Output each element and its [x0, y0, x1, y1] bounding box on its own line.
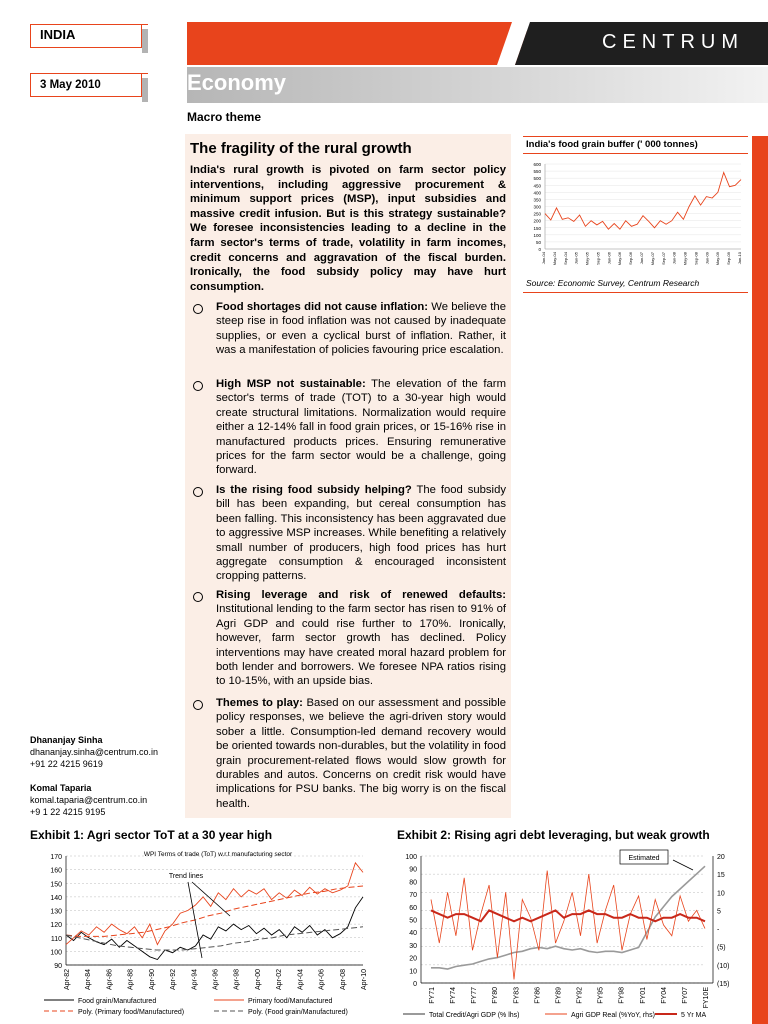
y-tick-label: 0: [413, 981, 417, 988]
y-tick-label: 140: [50, 894, 62, 902]
x-tick-label: Jan-06: [606, 252, 612, 265]
y-tick-label: 130: [50, 908, 62, 916]
x-tick-label: Apr-90: [148, 969, 156, 991]
x-tick-label: FY92: [576, 987, 584, 1004]
x-tick-label: Sep-05: [595, 252, 601, 265]
right-accent-bar: [752, 136, 768, 1024]
y-tick-label: 60: [409, 904, 417, 912]
ma-series-line: [431, 910, 705, 921]
x-tick-label: Jan-09: [704, 252, 710, 265]
x-tick-label: May-07: [649, 252, 655, 266]
tag-shadow: [142, 78, 148, 102]
x-tick-label: Apr-88: [127, 969, 135, 991]
country-label: INDIA: [40, 27, 76, 42]
x-tick-label: May-06: [617, 252, 623, 266]
estimated-arrow: [673, 860, 693, 870]
x-tick-label: May-09: [715, 252, 721, 266]
article-lead: India's rural growth is pivoted on farm sector policy interventions, including aggressive procurement & minimum support prices (MSP), input subsidies and massive credit infusion. But is this strategy sustainable? We foresee inconsistencies leading to a decline in the farm sector's terms of trade, volatility in farm incomes, credit concerns and aggravation of the fiscal burden. Ironically, the food subsidy policy may have hurt consumption.: [190, 164, 506, 293]
bullet-icon: [193, 592, 203, 602]
y2-tick-label: (10): [717, 962, 730, 970]
y-tick-label: 100: [533, 232, 541, 238]
bullet-body: Institutional lending to the farm sector has risen to 91% of Agri GDP and could rise further to 170%. Ironically, however, farm sector growth has declined. Policy interventions may have created moral hazard problem for both lender and borrowers. We foresee NPA ratios rising to 10-15%, with an upside bias.: [216, 603, 506, 688]
date-tag: [30, 73, 148, 97]
section-banner: [187, 67, 768, 103]
y-tick-label: 90: [409, 866, 417, 874]
y-tick-label: 40: [409, 930, 417, 938]
x-tick-label: FY80: [492, 987, 500, 1004]
exhibit2-chart: [395, 846, 750, 1024]
x-tick-label: May-05: [584, 252, 590, 266]
x-tick-label: FY04: [660, 987, 668, 1004]
y2-tick-label: (15): [717, 981, 730, 988]
y2-tick-label: 10: [717, 890, 725, 898]
y-tick-label: 90: [54, 963, 62, 970]
analyst-contact: [30, 734, 158, 770]
buffer-chart-title: India's food grain buffer (' 000 tonnes): [526, 139, 698, 150]
y-tick-label: 200: [533, 218, 541, 224]
bullet-item: [216, 300, 506, 358]
date-label: 3 May 2010: [40, 79, 101, 91]
x-tick-label: FY83: [513, 987, 521, 1004]
x-tick-label: FY77: [471, 987, 479, 1004]
food-grain-buffer-chart: [523, 158, 748, 270]
y-tick-label: 170: [50, 854, 62, 861]
x-tick-label: FY01: [639, 987, 647, 1004]
x-tick-label: FY89: [555, 987, 563, 1004]
article-title: The fragility of the rural growth: [190, 140, 412, 157]
x-tick-label: Sep-08: [693, 252, 699, 265]
analyst-phone: +91 22 4215 9619: [30, 759, 103, 769]
x-tick-label: FY98: [618, 987, 626, 1004]
x-tick-label: Apr-98: [233, 969, 241, 991]
y2-tick-label: (5): [717, 944, 726, 952]
y2-tick-label: 5: [717, 908, 721, 916]
y-tick-label: 250: [533, 211, 541, 217]
legend-label: Food grain/Manufactured: [78, 998, 157, 1005]
y-tick-label: 100: [50, 949, 62, 957]
x-tick-label: May-08: [682, 252, 688, 266]
y-tick-label: 100: [405, 854, 417, 861]
analyst-name: Dhananjay Sinha: [30, 735, 103, 745]
x-tick-label: Apr-82: [64, 969, 71, 991]
x-tick-label: Apr-94: [191, 969, 199, 991]
bullet-heading: Is the rising food subsidy helping?: [216, 484, 412, 496]
x-tick-label: Jan-10: [737, 252, 742, 265]
analyst-contact: [30, 782, 147, 818]
agri-gdp-series-line: [431, 871, 705, 980]
brand-logo: CENTRUM: [602, 31, 744, 53]
tag-shadow: [142, 29, 148, 53]
y-tick-label: 30: [409, 942, 417, 950]
x-tick-label: Apr-10: [361, 969, 368, 991]
exhibit1-chart: [30, 846, 370, 1024]
x-tick-label: FY86: [534, 987, 542, 1004]
y-tick-label: 0: [538, 247, 541, 252]
y-tick-label: 50: [409, 917, 417, 925]
y-tick-label: 550: [533, 169, 541, 175]
bullet-item: [216, 483, 506, 584]
x-tick-label: Apr-04: [297, 969, 305, 991]
y-tick-label: 160: [50, 867, 62, 875]
x-tick-label: May-04: [551, 252, 557, 266]
x-tick-label: FY71: [429, 987, 436, 1004]
y-tick-label: 600: [533, 162, 541, 167]
bullet-heading: Food shortages did not cause inflation:: [216, 301, 429, 313]
x-tick-label: Apr-02: [276, 969, 284, 991]
chart-bottom-rule: [523, 292, 748, 293]
chart-top-rule: [523, 136, 748, 137]
y-tick-label: 350: [533, 197, 541, 203]
bullet-item: [216, 377, 506, 478]
subsection-title: Macro theme: [187, 110, 262, 124]
x-tick-label: Sep-06: [628, 252, 634, 265]
x-tick-label: Jan-05: [573, 252, 579, 265]
bullet-body: The food subsidy bill has been expanding, but cereal consumption has been falling. This inconsistency has been aggravated due to aggressive MSP increases. While benefiting a relatively small number of producers, high food prices has hurt aggregate consumption & encouraged inconsistent cropping patterns.: [216, 484, 506, 583]
exhibit1-title: Exhibit 1: Agri sector ToT at a 30 year high: [30, 828, 273, 842]
trend-annotation: Trend lines: [168, 873, 204, 880]
estimated-label: Estimated: [628, 855, 660, 862]
bullet-body: The elevation of the farm sector's terms of trade (TOT) to a 30-year high would create structural limitations. Normalization would require either a 12-14% fall in food grain prices, or 15-16% rise in manufactured products prices. Ensuring remunerative prices for the farm sector would be a challenge, going forward.: [216, 378, 506, 477]
analyst-email[interactable]: dhananjay.sinha@centrum.co.in: [30, 747, 159, 757]
legend-label: Poly. (Primary food/Manufactured): [78, 1009, 185, 1016]
x-tick-label: Apr-92: [170, 969, 178, 991]
y2-tick-label: -: [717, 926, 720, 934]
y-tick-label: 80: [409, 879, 417, 887]
x-tick-label: Apr-08: [339, 969, 347, 991]
x-tick-label: FY10E: [703, 987, 710, 1009]
analyst-email[interactable]: komal.taparia@centrum.co.in: [30, 795, 148, 805]
section-title: Economy: [187, 70, 287, 95]
chart-annotation: WPI Terms of trade (ToT) w.r.t manufacturing sector: [143, 851, 293, 858]
bullet-icon: [193, 487, 203, 497]
bullet-body: We believe the steep rise in food inflation was not caused by inadequate supplies, or even a cyclical burst of inflation. Rather, it was a manifestation of policies favouring price escalation.: [216, 301, 506, 357]
x-tick-label: Jan-08: [671, 252, 677, 265]
bullet-icon: [193, 304, 203, 314]
y-tick-label: 20: [409, 955, 417, 963]
legend-label: Agri GDP Real (%YoY, rhs): [571, 1012, 655, 1019]
series-line-3: [66, 927, 363, 950]
bullet-heading: Rising leverage and risk of renewed defaults:: [216, 589, 506, 601]
x-tick-label: FY95: [597, 987, 605, 1004]
y2-tick-label: 20: [717, 854, 725, 861]
x-tick-label: Jan-04: [541, 252, 546, 265]
trend-arrow: [192, 882, 230, 916]
y-tick-label: 500: [533, 176, 541, 182]
x-tick-label: Apr-00: [254, 969, 262, 991]
analyst-phone: +9 1 22 4215 9195: [30, 807, 106, 817]
x-tick-label: Jan-07: [639, 252, 644, 265]
y-tick-label: 150: [533, 225, 541, 231]
x-tick-label: Apr-96: [212, 969, 220, 991]
bullet-icon: [193, 700, 203, 710]
legend-label: Primary food/Manufactured: [248, 998, 333, 1005]
x-tick-label: Sep-04: [562, 252, 568, 265]
y-tick-label: 10: [409, 968, 417, 976]
y-tick-label: 450: [533, 183, 541, 189]
x-tick-label: Apr-86: [106, 969, 114, 991]
series-line-0: [66, 897, 363, 960]
x-tick-label: Apr-84: [85, 969, 93, 991]
bullet-icon: [193, 381, 203, 391]
bullet-item: [216, 588, 506, 689]
exhibit2-title: Exhibit 2: Rising agri debt leveraging, but weak growth: [397, 828, 710, 842]
legend-label: Total Credit/Agri GDP (% lhs): [429, 1012, 520, 1019]
x-tick-label: FY07: [681, 987, 689, 1004]
x-tick-label: Apr-06: [318, 969, 326, 991]
x-tick-label: Sep-09: [726, 252, 732, 265]
y2-tick-label: 15: [717, 872, 725, 880]
bullet-heading: Themes to play:: [216, 697, 303, 709]
legend-label: 5 Yr MA: [681, 1012, 707, 1019]
y-tick-label: 70: [409, 892, 417, 900]
legend-label: Poly. (Food grain/Manufactured): [248, 1009, 348, 1016]
x-tick-label: FY74: [450, 987, 458, 1004]
y-tick-label: 300: [533, 204, 541, 210]
bullet-item: [216, 696, 506, 811]
y-tick-label: 150: [50, 881, 62, 889]
y-tick-label: 50: [535, 239, 541, 245]
y-tick-label: 120: [50, 922, 62, 930]
bullet-body: Based on our assessment and possible policy responses, we believe the agri-driven story would sober a little. Consumption-led demand recovery would be oriented towards non-durables, but the volatility in food grain procurement-related flows would slow growth for durables and autos. Concerns on credit risk would have implications for PSU banks. The big worry is on the fiscal health.: [216, 697, 506, 810]
y-tick-label: 400: [533, 190, 541, 196]
chart-title-rule: [523, 153, 748, 154]
y-tick-label: 110: [50, 935, 62, 943]
chart-source: Source: Economic Survey, Centrum Research: [526, 278, 700, 288]
x-tick-label: Sep-07: [660, 252, 666, 265]
country-tag: [30, 24, 148, 48]
analyst-name: Komal Taparia: [30, 783, 92, 793]
bullet-heading: High MSP not sustainable:: [216, 378, 366, 390]
